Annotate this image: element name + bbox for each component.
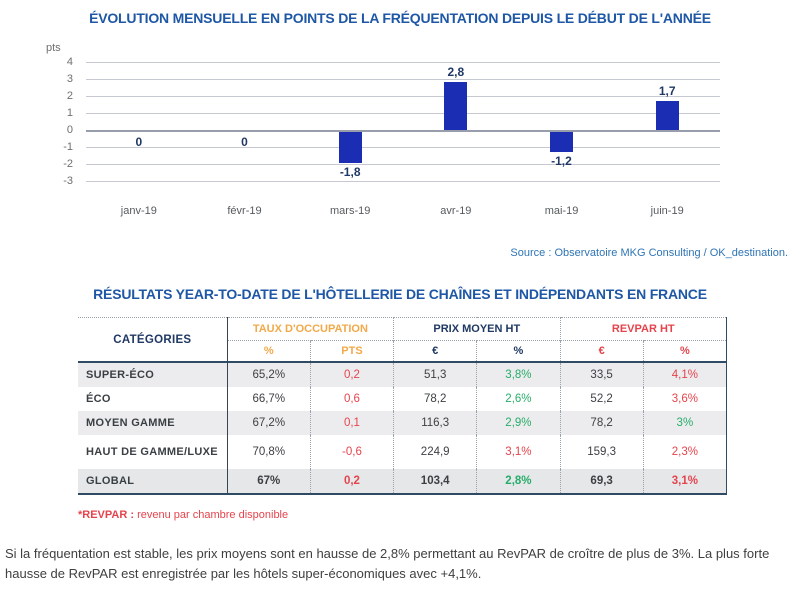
bar [444,82,467,130]
plot-area [86,62,720,181]
table-cell: 2,9% [477,411,560,435]
table-cell: 33,5 [560,362,643,387]
table-cell: 2,8% [477,469,560,494]
table-title: RÉSULTATS YEAR-TO-DATE DE L'HÔTELLERIE DE CHAÎNES ET INDÉPENDANTS EN FRANCE [93,286,707,302]
table-cell: 70,8% [227,435,310,469]
x-axis-month-label: juin-19 [650,205,684,217]
bar-value-label: 0 [241,135,248,149]
column-group-occupancy: TAUX D'OCCUPATION [227,318,393,341]
y-tick-label: 3 [66,73,73,85]
subheader-occupancy-pts: PTS [310,341,393,363]
subheader-occupancy-percent: % [227,341,310,363]
y-tick-label: -1 [63,141,73,153]
table-cell: 3% [643,411,726,435]
footnote-definition: revenu par chambre disponible [134,509,289,521]
column-group-revpar: REVPAR HT [560,318,726,341]
table-cell: 3,1% [643,469,726,494]
y-tick-label: -3 [63,175,73,187]
table-cell: 65,2% [227,362,310,387]
bar-value-label: -1,2 [551,154,572,169]
table-cell: 66,7% [227,387,310,411]
bar [339,132,362,163]
table-cell: 51,3 [394,362,477,387]
commentary-text: Si la fréquentation est stable, les prix moyens sont en hausse de 2,8% permettant au RevPAR de croître de plus de 3%. La plus forte hausse de RevPAR est enregistrée par les hôtels super-économiques avec +4,1%. [5,546,770,582]
table-cell: 0,1 [310,411,393,435]
column-group-average-price: PRIX MOYEN HT [394,318,560,341]
table-row [78,362,727,387]
table-cell: 3,6% [643,387,726,411]
table-row [78,411,727,435]
table-cell: 52,2 [560,387,643,411]
table-row [78,387,727,411]
table-cell: -0,6 [310,435,393,469]
bar-value-label: 2,8 [447,65,465,80]
results-table-container [78,317,727,495]
bar [550,132,573,152]
x-axis-month-label: mars-19 [330,205,371,217]
table-cell: 3,1% [477,435,560,469]
bar-slot [86,62,192,181]
category-label: GLOBAL [78,469,227,494]
table-cell: 78,2 [560,411,643,435]
category-label: ÉCO [78,387,227,411]
y-tick-label: 1 [66,107,73,119]
category-label: SUPER-ÉCO [78,362,227,387]
table-row [78,435,727,469]
y-tick-label: 2 [66,90,73,102]
table-cell: 0,6 [310,387,393,411]
x-axis-month-label: janv-19 [120,205,157,217]
table-cell: 0,2 [310,469,393,494]
revpar-footnote [78,509,800,521]
bar-slot [403,62,509,181]
category-label: HAUT DE GAMME/LUXE [78,435,227,469]
table-cell: 78,2 [394,387,477,411]
table-cell: 224,9 [394,435,477,469]
table-cell: 0,2 [310,362,393,387]
x-axis-month-label: févr-19 [227,205,262,217]
subheader-revpar-percent: % [643,341,726,363]
bar-slot [297,62,403,181]
table-cell: 3,8% [477,362,560,387]
chart-title: ÉVOLUTION MENSUELLE EN POINTS DE LA FRÉQUENTATION DEPUIS LE DÉBUT DE L'ANNÉE [89,10,711,26]
table-cell: 4,1% [643,362,726,387]
gridline [86,181,720,182]
subheader-revpar-euro: € [560,341,643,363]
category-label: MOYEN GAMME [78,411,227,435]
subheader-price-percent: % [477,341,560,363]
table-cell: 67% [227,469,310,494]
bar-slot [192,62,298,181]
source-caption: Source : Observatoire MKG Consulting / OK_destination. [510,247,788,259]
bar-value-label: 0 [135,135,143,149]
bar-value-label: 1,7 [658,84,676,99]
table-cell: 116,3 [394,411,477,435]
y-tick-label: 4 [66,56,73,68]
y-tick-label: -2 [63,158,73,170]
results-table [78,317,727,495]
table-cell: 103,4 [394,469,477,494]
bar-slot [509,62,615,181]
bar-slot [614,62,720,181]
table-row [78,469,727,494]
table-cell: 159,3 [560,435,643,469]
table-cell: 2,6% [477,387,560,411]
x-axis-month-label: mai-19 [544,205,579,217]
monthly-evolution-bar-chart [0,42,800,217]
subheader-price-euro: € [394,341,477,363]
y-axis-unit-label: pts [46,42,61,54]
table-cell: 67,2% [227,411,310,435]
footnote-term: *REVPAR : [78,509,135,521]
table-cell: 69,3 [560,469,643,494]
bar [656,101,679,130]
column-header-categories: CATÉGORIES [78,318,227,363]
table-cell: 2,3% [643,435,726,469]
x-axis-labels [86,205,720,217]
y-axis [40,56,86,187]
x-axis-month-label: avr-19 [440,205,472,217]
bar-value-label: -1,8 [339,164,361,179]
y-tick-label: 0 [66,124,73,136]
